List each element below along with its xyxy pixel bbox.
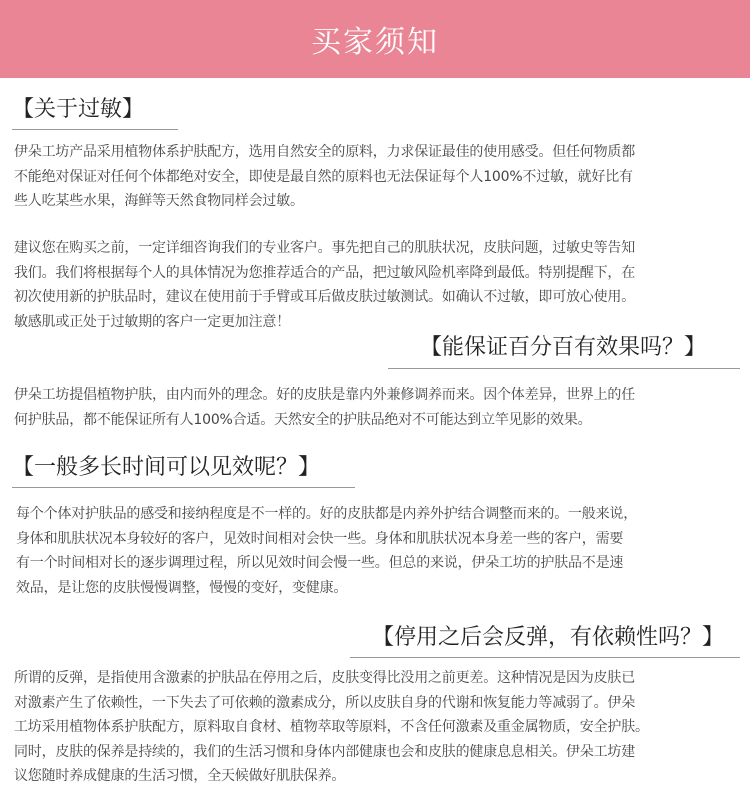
text-line: 同时，皮肤的保养是持续的，我们的生活习惯和身体内部健康也会和皮肤的健康息息相关。伊朵工坊建 bbox=[14, 743, 635, 760]
text-line: 何护肤品，都不能保证所有人100%合适。天然安全的护肤品绝对不可能达到立竿见影的效果。 bbox=[14, 411, 592, 428]
text-line: 我们。我们将根据每个人的具体情况为您推荐适合的产品，把过敏风险机率降到最低。特别提醒下，在 bbox=[14, 264, 635, 281]
heading-rebound: 【停用之后会反弹，有依赖性吗？】 bbox=[371, 625, 724, 650]
paragraph-effectiveness bbox=[14, 383, 635, 432]
paragraph-allergy-2 bbox=[14, 236, 635, 334]
text-line: 对激素产生了依赖性，一下失去了可依赖的激素成分，所以皮肤自身的代谢和恢复能力等减弱了。伊朵 bbox=[14, 694, 635, 711]
text-line: 所谓的反弹，是指使用含激素的护肤品在停用之后，皮肤变得比没用之前更差。这种情况是因为皮肤已 bbox=[14, 670, 635, 686]
text-line: 工坊采用植物体系护肤配方，原料取自食材、植物萃取等原料，不含任何激素及重金属物质，安全护肤。 bbox=[14, 719, 649, 735]
heading-underline bbox=[12, 487, 355, 488]
header-banner bbox=[0, 0, 750, 78]
heading-time-to-effect: 【一般多长时间可以见效呢？】 bbox=[12, 455, 321, 480]
text-line: 敏感肌或正处于过敏期的客户一定更加注意！ bbox=[14, 313, 290, 330]
heading-underline bbox=[12, 129, 178, 130]
text-line: 效品，是让您的皮肤慢慢调整，慢慢的变好，变健康。 bbox=[16, 579, 348, 596]
heading-underline bbox=[388, 368, 740, 369]
text-line: 每个个体对护肤品的感受和接纳程度是不一样的。好的皮肤都是内养外护结合调整而来的。一般来说， bbox=[16, 506, 637, 522]
text-line: 议您随时养成健康的生活习惯，全天候做好肌肤保养。 bbox=[14, 768, 346, 784]
text-line: 身体和肌肤状况本身较好的客户，见效时间相对会快一些。身体和肌肤状况本身差一些的客户，需要 bbox=[16, 530, 624, 547]
page-title: 买家须知 bbox=[311, 25, 439, 60]
paragraph-rebound bbox=[14, 666, 649, 789]
heading-underline bbox=[350, 657, 740, 658]
text-line: 初次使用新的护肤品时，建议在使用前于手臂或耳后做皮肤过敏测试。如确认不过敏，即可放心使用。 bbox=[14, 289, 635, 305]
text-line: 建议您在购买之前，一定详细咨询我们的专业客户。事先把自己的肌肤状况，皮肤问题，过敏史等告知 bbox=[14, 240, 635, 256]
text-line: 伊朵工坊提倡植物护肤，由内而外的理念。好的皮肤是靠内外兼修调养而来。因个体差异，世界上的任 bbox=[14, 387, 635, 403]
heading-allergy: 【关于过敏】 bbox=[12, 97, 145, 122]
paragraph-allergy-1 bbox=[14, 140, 635, 214]
paragraph-time-to-effect bbox=[16, 502, 637, 600]
text-line: 不能绝对保证对任何个体都绝对安全，即使是最自然的原料也无法保证每个人100%不过敏，就好比有 bbox=[14, 168, 633, 185]
text-line: 伊朵工坊产品采用植物体系护肤配方，选用自然安全的原料，力求保证最佳的使用感受。但任何物质都 bbox=[14, 144, 635, 160]
text-line: 有一个时间相对长的逐步调理过程，所以见效时间会慢一些。但总的来说，伊朵工坊的护肤品不是速 bbox=[16, 555, 624, 571]
heading-effectiveness: 【能保证百分百有效果吗？】 bbox=[419, 335, 706, 360]
text-line: 些人吃某些水果，海鲜等天然食物同样会过敏。 bbox=[14, 193, 304, 209]
